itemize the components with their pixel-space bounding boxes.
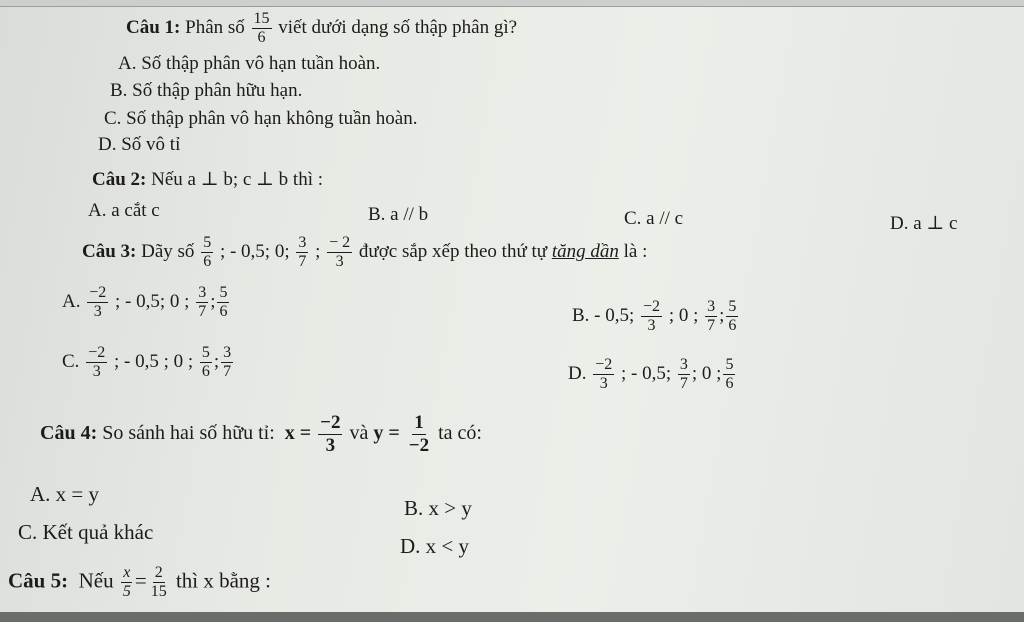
fraction — [200, 344, 212, 381]
question-3-pre: Dãy số — [141, 240, 195, 262]
numerator: 5 — [219, 284, 228, 301]
q2-option-b: B. a // b — [368, 204, 429, 225]
question-1-fraction — [252, 10, 272, 47]
question-2 — [92, 168, 323, 191]
question-4-label: Câu 4: — [40, 422, 98, 445]
q3-option-b — [572, 298, 740, 335]
q3-option-d — [568, 356, 737, 393]
numerator: 1 — [414, 412, 424, 433]
numerator: 5 — [725, 356, 734, 373]
fraction — [723, 356, 735, 393]
denominator: 7 — [679, 375, 688, 392]
question-1 — [126, 10, 517, 47]
y-fraction — [407, 412, 431, 457]
question-4-pre: So sánh hai số hữu tỉ: — [102, 422, 275, 445]
numerator: 5 — [728, 298, 737, 315]
option-label: A. — [62, 290, 81, 312]
q4-option-b: B. x > y — [404, 496, 472, 520]
denominator: 3 — [92, 363, 101, 380]
numerator: −2 — [89, 284, 107, 301]
numerator: 5 — [201, 344, 210, 361]
numerator: −2 — [88, 344, 106, 361]
option-sep: ; — [719, 304, 725, 326]
q1-option-d: D. Số vô tỉ — [98, 134, 181, 155]
q3-mid: ; - 0,5; 0; — [219, 240, 290, 262]
fraction — [593, 356, 614, 393]
q4-option-c: C. Kết quả khác — [18, 520, 154, 544]
question-5-pre: Nếu — [78, 568, 114, 593]
q1-option-c: C. Số thập phân vô hạn không tuần hoàn. — [104, 108, 418, 129]
denominator: 3 — [325, 435, 336, 456]
q5-fraction-1 — [121, 564, 133, 601]
option-sep: ; 0 ; — [691, 362, 722, 384]
numerator: 5 — [203, 234, 212, 251]
denominator: 6 — [728, 317, 737, 334]
q2-option-c: C. a // c — [624, 208, 684, 229]
fraction — [221, 344, 233, 381]
denominator: 7 — [223, 363, 232, 380]
numerator: 15 — [253, 10, 270, 27]
numerator: −2 — [643, 298, 661, 315]
denominator: 3 — [93, 303, 102, 320]
option-label: C. — [62, 350, 80, 372]
numerator: −2 — [320, 412, 341, 433]
q3-fraction-1 — [201, 234, 213, 271]
fraction — [217, 284, 229, 321]
q3-sep: ; — [315, 240, 321, 262]
q2-option-a: A. a cắt c — [88, 200, 160, 221]
question-5-label: Câu 5: — [8, 568, 69, 593]
denominator: 6 — [219, 303, 228, 320]
equals-sign: = — [134, 568, 147, 593]
numerator: 2 — [154, 564, 163, 581]
numerator: 3 — [679, 356, 688, 373]
denominator: 5 — [122, 583, 131, 600]
y-equals: y = — [373, 422, 400, 445]
option-label: D. — [568, 362, 587, 384]
numerator: 3 — [298, 234, 307, 251]
q3-fraction-2 — [296, 234, 308, 271]
and-word: và — [349, 422, 369, 445]
fraction — [196, 284, 208, 321]
q3-fraction-3 — [327, 234, 352, 271]
q1-option-b: B. Số thập phân hữu hạn. — [110, 80, 303, 101]
q2-option-d: D. a ⊥ c — [890, 213, 958, 234]
denominator: 6 — [725, 375, 734, 392]
q3-option-c — [62, 344, 235, 381]
x-fraction — [318, 412, 342, 457]
q3-option-a — [62, 284, 231, 321]
numerator: − 2 — [329, 234, 351, 251]
fraction — [86, 344, 107, 381]
option-mid: ; - 0,5 ; 0 ; — [113, 350, 194, 372]
denominator: −2 — [408, 435, 430, 456]
denominator: 3 — [599, 375, 608, 392]
denominator: 15 — [150, 583, 167, 600]
question-3 — [82, 234, 647, 271]
question-3-label: Câu 3: — [82, 240, 137, 262]
fraction — [705, 298, 717, 335]
x-equals: x = — [284, 422, 312, 445]
numerator: 3 — [198, 284, 207, 301]
option-sep: ; — [213, 350, 220, 372]
denominator: 6 — [203, 253, 212, 270]
fraction — [641, 298, 662, 335]
option-mid: ; - 0,5; 0 ; — [115, 290, 190, 312]
question-1-pre: Phân số — [185, 16, 245, 38]
q5-fraction-2 — [149, 564, 169, 601]
q4-option-d: D. x < y — [400, 534, 470, 558]
denominator: 6 — [257, 29, 266, 46]
question-2-label: Câu 2: — [92, 169, 147, 190]
question-5 — [8, 564, 271, 601]
question-4-post: ta có: — [438, 422, 482, 445]
question-2-text: Nếu a ⊥ b; c ⊥ b thì : — [151, 169, 323, 190]
denominator: 6 — [201, 363, 210, 380]
numerator: 3 — [707, 298, 716, 315]
q3-underlined: tăng dần — [551, 240, 619, 262]
numerator: 3 — [223, 344, 232, 361]
fraction — [87, 284, 108, 321]
fraction — [726, 298, 738, 335]
page-bottom-edge — [0, 612, 1024, 622]
fraction — [678, 356, 690, 393]
q1-option-a: A. Số thập phân vô hạn tuần hoàn. — [118, 53, 381, 74]
denominator: 7 — [198, 303, 207, 320]
numerator: −2 — [595, 356, 613, 373]
option-mid: ; 0 ; — [668, 304, 699, 326]
question-5-post: thì x bằng : — [175, 568, 272, 593]
denominator: 3 — [647, 317, 656, 334]
question-4 — [40, 412, 482, 457]
denominator: 3 — [335, 253, 344, 270]
q3-end: là : — [623, 240, 648, 262]
option-sep: ; — [210, 290, 216, 312]
denominator: 7 — [707, 317, 716, 334]
question-1-post: viết dưới dạng số thập phân gì? — [278, 16, 518, 38]
option-label: B. - 0,5; — [572, 304, 635, 326]
denominator: 7 — [298, 253, 307, 270]
numerator: x — [123, 564, 131, 581]
q3-post: được sắp xếp theo thứ tự — [358, 240, 548, 262]
q4-option-a: A. x = y — [30, 482, 100, 506]
question-1-label: Câu 1: — [126, 16, 181, 38]
page-top-edge — [0, 0, 1024, 7]
option-mid: ; - 0,5; — [621, 362, 672, 384]
